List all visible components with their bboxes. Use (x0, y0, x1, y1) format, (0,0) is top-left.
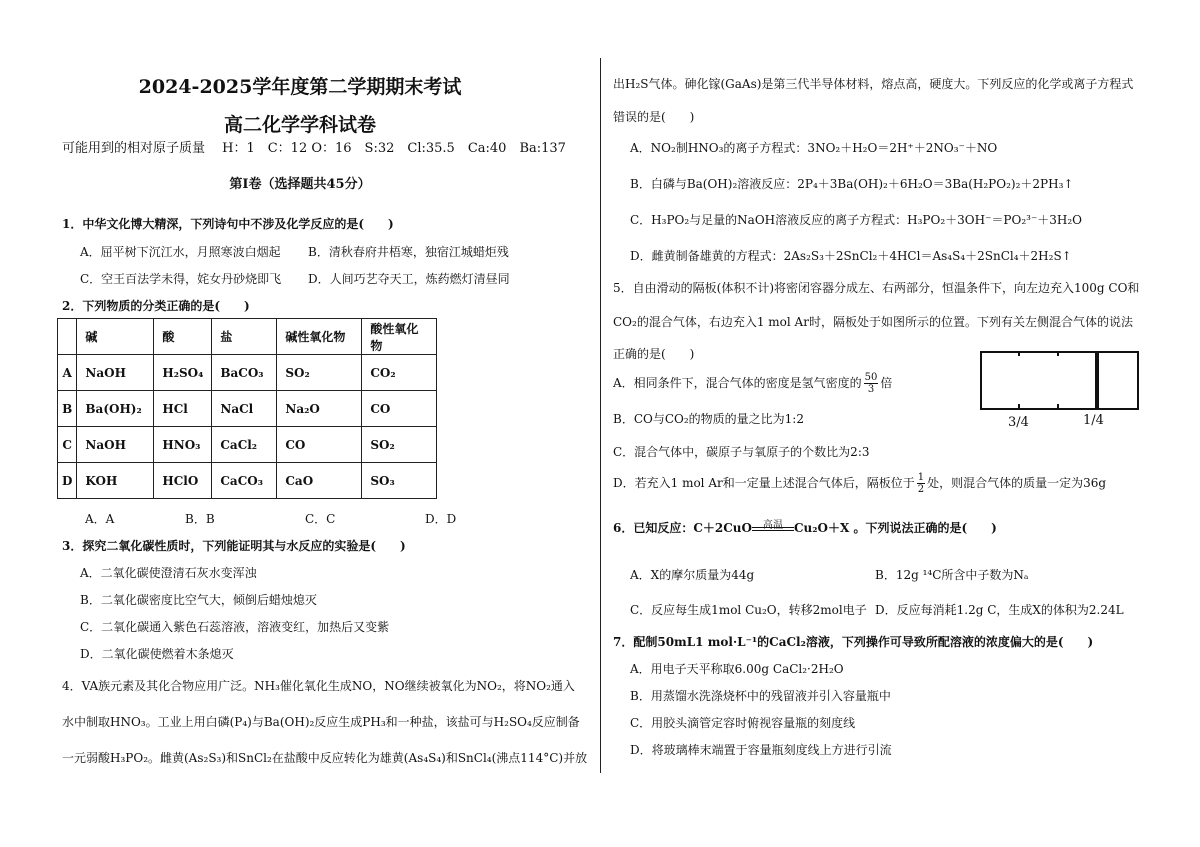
label-three-quarters: 3/4 (1008, 415, 1029, 430)
q4-line1: 4．VA族元素及其化合物应用广泛。NH₃催化氧化生成NO，NO继续被氧化为NO₂，将NO₂通入 (62, 679, 575, 693)
q5-option-d (613, 472, 1106, 495)
q6-option-a: A．X的摩尔质量为44g (630, 568, 755, 582)
q2-option-b: B．B (185, 512, 215, 526)
q7-option-b: B．用蒸馏水洗涤烧杯中的残留液并引入容量瓶中 (630, 689, 891, 703)
q5-option-b: B．CO与CO₂的物质的量之比为1:2 (613, 412, 804, 426)
q5-option-d-text: D．若充入1 mol Ar和一定量上述混合气体后，隔板位于 (613, 476, 915, 490)
table-row (58, 427, 437, 463)
section-heading: 第Ⅰ卷（选择题共45分） (229, 177, 371, 192)
q2-stem: 2．下列物质的分类正确的是( ) (62, 299, 250, 313)
table-cell: CO (277, 427, 362, 463)
exam-title: 2024-2025学年度第二学期期末考试 (138, 76, 462, 98)
scale-tick (1057, 404, 1059, 409)
q3-option-a: A．二氧化碳使澄清石灰水变浑浊 (80, 566, 257, 580)
table-cell: NaOH (77, 355, 154, 391)
table-cell: HCl (154, 391, 212, 427)
q4-line3: 一元弱酸H₃PO₂。雌黄(As₂S₃)和SnCl₂在盐酸中反应转化为雄黄(As₄S₄)和SnCl₄(沸点114°C)并放 (62, 751, 588, 765)
atomic-masses: 可能用到的相对原子质量 H：1 C：12 O：16 S:32 Cl:35.5 Ca:40 Ba:137 (62, 141, 566, 156)
table-cell: Ba(OH)₂ (77, 391, 154, 427)
table-cell: CaCl₂ (212, 427, 277, 463)
label-one-quarter: 1/4 (1083, 413, 1104, 428)
q1-option-d: D．人间巧艺夺天工，炼药燃灯清昼同 (308, 272, 510, 286)
q3-option-b: B．二氧化碳密度比空气大，倾倒后蜡烛熄灭 (80, 593, 317, 607)
q4-option-b: B．白磷与Ba(OH)₂溶液反应：2P₄＋3Ba(OH)₂＋6H₂O＝3Ba(H₂PO₂)₂＋2PH₃↑ (630, 177, 1074, 191)
q3-stem: 3．探究二氧化碳性质时，下列能证明其与水反应的实验是( ) (62, 539, 406, 553)
q1-option-c: C．空王百法学未得，姹女丹砂烧即飞 (80, 272, 282, 286)
fraction-denominator: 3 (867, 384, 875, 395)
table-header-row (58, 319, 437, 355)
table-cell: SO₃ (362, 463, 437, 499)
table-header-cell: 酸 (154, 319, 212, 355)
table-header-cell (58, 319, 77, 355)
q5-option-a (613, 372, 892, 395)
table-cell: HNO₃ (154, 427, 212, 463)
table-header-cell: 酸性氧化物 (362, 319, 437, 355)
scale-tick (1018, 404, 1020, 409)
q5-option-a-suffix: 倍 (880, 376, 893, 390)
table-header-cell: 碱性氧化物 (277, 319, 362, 355)
q6-option-b: B．12g ¹⁴C所含中子数为Nₐ (875, 568, 1029, 582)
q7-option-c: C．用胶头滴管定容时俯视容量瓶的刻度线 (630, 716, 856, 730)
table-header-cell: 碱 (77, 319, 154, 355)
table-cell: NaOH (77, 427, 154, 463)
table-cell: Na₂O (277, 391, 362, 427)
q1-option-b: B．清秋春府井梧寒，独宿江城蜡炬残 (308, 245, 509, 259)
q2-option-a: A．A (85, 512, 115, 526)
table-cell: HClO (154, 463, 212, 499)
q4-option-a: A．NO₂制HNO₃的离子方程式：3NO₂＋H₂O＝2H⁺＋2NO₃⁻＋NO (630, 141, 998, 155)
table-cell: CaO (277, 463, 362, 499)
table-cell: C (58, 427, 77, 463)
table-cell: D (58, 463, 77, 499)
q7-stem: 7．配制50mL1 mol·L⁻¹的CaCl₂溶液，下列操作可导致所配溶液的浓度偏大的是( ) (613, 635, 1094, 649)
q1-option-a: A．屈平树下沉江水，月照寒波白烟起 (80, 245, 281, 259)
table-row (58, 391, 437, 427)
q5-option-c: C．混合气体中，碳原子与氧原子的个数比为2:3 (613, 445, 870, 459)
table-cell: H₂SO₄ (154, 355, 212, 391)
q2-option-d: D．D (425, 512, 457, 526)
q4-line4: 出H₂S气体。砷化镓(GaAs)是第三代半导体材料，熔点高，硬度大。下列反应的化学或离子方程式 (613, 77, 1134, 91)
q5-option-a-text: A．相同条件下，混合气体的密度是氢气密度的 (613, 376, 862, 390)
q6-stem (613, 519, 997, 536)
q7-option-a: A．用电子天平称取6.00g CaCl₂·2H₂O (630, 662, 844, 676)
q4-line5: 错误的是( ) (613, 110, 695, 124)
scale-tick (1018, 351, 1020, 356)
q5-line2: CO₂的混合气体，右边充入1 mol Ar时，隔板处于如图所示的位置。下列有关左侧混合气体的说法 (613, 315, 1133, 329)
column-divider (600, 58, 601, 773)
scale-tick (1057, 351, 1059, 356)
q6-option-c: C．反应每生成1mol Cu₂O，转移2mol电子 (630, 603, 867, 617)
table-row (58, 355, 437, 391)
table-cell: SO₂ (362, 427, 437, 463)
fraction-numerator: 50 (864, 372, 878, 383)
q2-option-c: C．C (305, 512, 336, 526)
fraction-1-2 (917, 472, 925, 495)
table-cell: CO (362, 391, 437, 427)
table-cell: BaCO₃ (212, 355, 277, 391)
reaction-arrow (752, 520, 794, 536)
partition-board (1095, 351, 1099, 408)
exam-subtitle: 高二化学学科试卷 (223, 114, 376, 136)
table-cell: KOH (77, 463, 154, 499)
table-cell: B (58, 391, 77, 427)
table-cell: SO₂ (277, 355, 362, 391)
q5-option-d-suffix: 处，则混合气体的质量一定为36g (927, 476, 1107, 490)
q6-stem-suffix: Cu₂O＋X 。下列说法正确的是( ) (793, 521, 997, 535)
table-row (58, 463, 437, 499)
q3-option-d: D．二氧化碳使燃着木条熄灭 (80, 647, 234, 661)
q5-line3: 正确的是( ) (613, 347, 695, 361)
q7-option-d: D．将玻璃棒末端置于容量瓶刻度线上方进行引流 (630, 743, 892, 757)
fraction-50-3 (864, 372, 879, 395)
table-cell: CO₂ (362, 355, 437, 391)
q1-stem: 1．中华文化博大精深，下列诗句中不涉及化学反应的是( ) (62, 217, 394, 231)
table-header-cell: 盐 (212, 319, 277, 355)
container-diagram (980, 351, 1139, 410)
table-cell: A (58, 355, 77, 391)
table-cell: CaCO₃ (212, 463, 277, 499)
classification-table (57, 318, 437, 499)
q6-stem-prefix: 6．已知反应：C＋2CuO (613, 521, 752, 535)
table-cell: NaCl (212, 391, 277, 427)
q4-option-d: D．雌黄制备雄黄的方程式：2As₂S₃＋2SnCl₂＋4HCl＝As₄S₄＋2SnCl₄＋2H₂S↑ (630, 249, 1072, 263)
q6-option-d: D．反应每消耗1.2g C，生成X的体积为2.24L (875, 603, 1124, 617)
q3-option-c: C．二氧化碳通入紫色石蕊溶液，溶液变红，加热后又变紫 (80, 620, 390, 634)
q4-option-c: C．H₃PO₂与足量的NaOH溶液反应的离子方程式：H₃PO₂＋3OH⁻＝PO₂³⁻＋3H₂O (630, 213, 1083, 227)
fraction-denominator: 2 (917, 484, 925, 495)
q4-line2: 水中制取HNO₃。工业上用白磷(P₄)与Ba(OH)₂反应生成PH₃和一种盐，该盐可与H₂SO₄反应制备 (62, 715, 580, 729)
right-column (605, 0, 1200, 847)
fraction-numerator: 1 (917, 472, 925, 483)
q5-line1: 5．自由滑动的隔板(体积不计)将密闭容器分成左、右两部分，恒温条件下，向左边充入100g CO和 (613, 281, 1140, 295)
reaction-condition: 高温 (762, 520, 783, 531)
